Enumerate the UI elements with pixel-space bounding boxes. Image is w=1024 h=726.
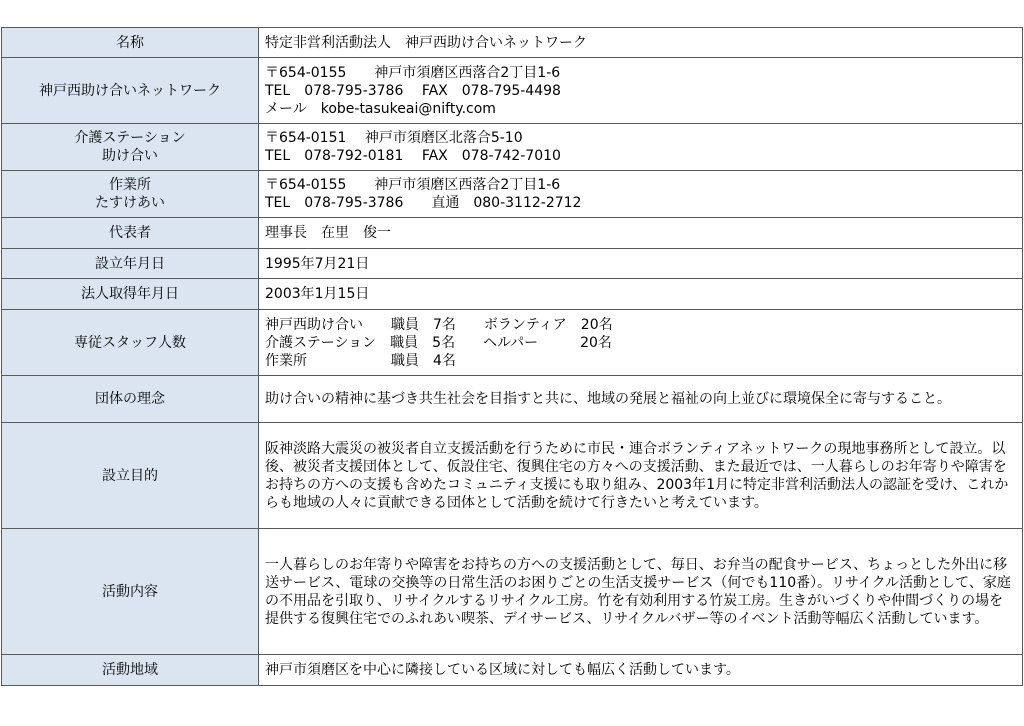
value-purpose: 阪神淡路大震災の被災者自立支援活動を行うために市民・連合ボランティアネットワークの現地事務所として設立。以後、被災者支援団体として、仮設住宅、復興住宅の方々への支援活動、また最近では、一人暮らしのお年寄りや障害をお持ちの方への支援も含めたコミュニティ支援にも取り組み、2003年1月に特定非営利活動法人の認証を受け、これからも地域の人々に貢献できる団体として活動を続けて行きたいと考えています。 xyxy=(259,423,1023,529)
row-established xyxy=(2,249,1023,279)
label-incorporated: 法人取得年月日 xyxy=(2,279,259,310)
value-care-station: 〒654-0151 神戸市須磨区北落合5-10 TEL 078-792-0181 FAX 078-742-7010 xyxy=(259,124,1023,171)
label-staff: 専従スタッフ人数 xyxy=(2,310,259,376)
label-activities: 活動内容 xyxy=(2,529,259,655)
row-network xyxy=(2,58,1023,124)
value-activities: 一人暮らしのお年寄りや障害をお持ちの方への支援活動として、毎日、お弁当の配食サービス、ちょっとした外出に移送サービス、電球の交換等の日常生活のお困りごとの生活支援サービス（何でも110番）。リサイクル活動として、家庭の不用品を引取り、リサイクルするリサイクル工房。竹を有効利用する竹炭工房。生きがいづくりや仲間づくりの場を提供する復興住宅でのふれあい喫茶、デイサービス、リサイクルバザー等のイベント活動等幅広く活動しています。 xyxy=(259,529,1023,655)
row-activities xyxy=(2,529,1023,655)
label-area: 活動地域 xyxy=(2,655,259,686)
row-representative xyxy=(2,218,1023,249)
network-email: メール kobe-tasukeai@nifty.com xyxy=(265,100,496,117)
value-staff: 神戸西助け合い 職員 7名 ボランティア 20名 介護ステーション 職員 5名 ヘルパー 20名 作業所 職員 4名 xyxy=(259,310,1023,376)
row-philosophy xyxy=(2,376,1023,423)
row-name xyxy=(2,28,1023,58)
value-representative: 理事長 在里 俊一 xyxy=(259,218,1023,249)
network-address: 〒654-0155 神戸市須磨区西落合2丁目1-6 xyxy=(265,64,561,81)
network-phone: TEL 078-795-3786 FAX 078-795-4498 xyxy=(265,82,561,99)
value-incorporated: 2003年1月15日 xyxy=(259,279,1023,310)
value-network xyxy=(259,58,1023,124)
row-area xyxy=(2,655,1023,686)
value-workshop: 〒654-0155 神戸市須磨区西落合2丁目1-6 TEL 078-795-3786 直通 080-3112-2712 xyxy=(259,171,1023,218)
row-staff xyxy=(2,310,1023,376)
value-name: 特定非営利活動法人 神戸西助け合いネットワーク xyxy=(259,28,1023,58)
label-care-station: 介護ステーション 助け合い xyxy=(2,124,259,171)
row-care-station xyxy=(2,124,1023,171)
label-workshop: 作業所 たすけあい xyxy=(2,171,259,218)
label-purpose: 設立目的 xyxy=(2,423,259,529)
value-established: 1995年7月21日 xyxy=(259,249,1023,279)
row-purpose xyxy=(2,423,1023,529)
label-established: 設立年月日 xyxy=(2,249,259,279)
label-representative: 代表者 xyxy=(2,218,259,249)
label-name: 名称 xyxy=(2,28,259,58)
row-incorporated xyxy=(2,279,1023,310)
label-network: 神戸西助け合いネットワーク xyxy=(2,58,259,124)
label-philosophy: 団体の理念 xyxy=(2,376,259,423)
row-workshop xyxy=(2,171,1023,218)
value-area: 神戸市須磨区を中心に隣接している区域に対しても幅広く活動しています。 xyxy=(259,655,1023,686)
value-philosophy: 助け合いの精神に基づき共生社会を目指すと共に、地域の発展と福祉の向上並びに環境保全に寄与すること。 xyxy=(259,376,1023,423)
organization-info-table xyxy=(1,27,1023,686)
